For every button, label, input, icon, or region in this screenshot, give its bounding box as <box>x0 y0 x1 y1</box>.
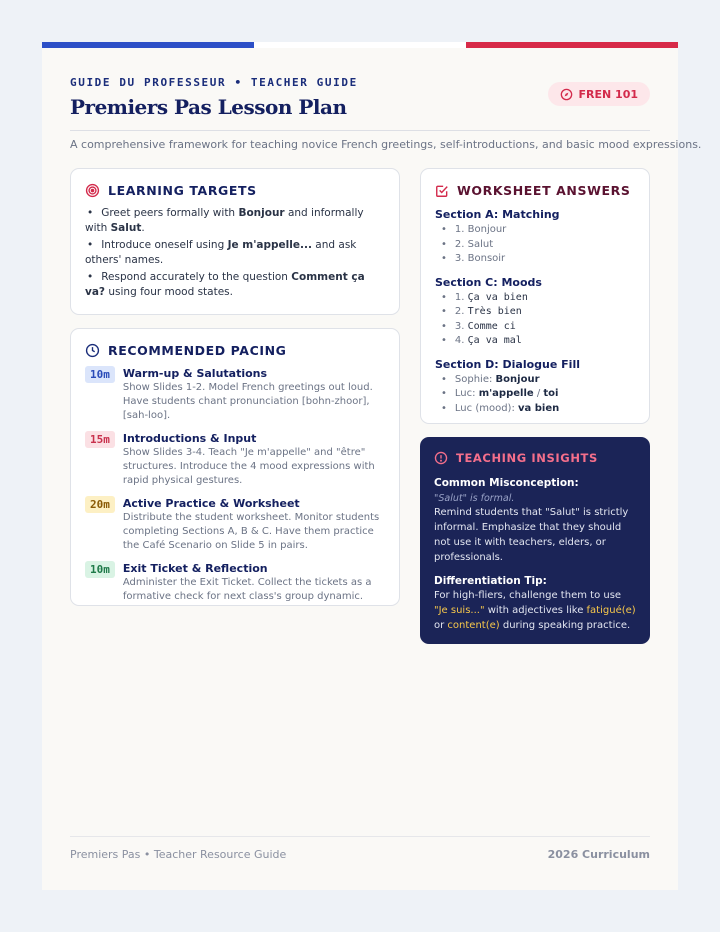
pacing-step <box>85 366 385 423</box>
answer-value: Bonjour <box>495 373 540 385</box>
dialogue-speaker: Sophie: <box>454 373 496 385</box>
tip-text: with adjectives like <box>484 605 587 616</box>
list-item <box>435 252 635 267</box>
list-item <box>435 238 635 253</box>
step-description: Administer the Exit Ticket. Collect the tickets as a formative check for next class's group dynamic. <box>122 577 372 602</box>
step-description: Show Slides 3-4. Teach "Je m'appelle" and "être" structures. Introduce the 4 mood expressions with rapid physical gestures. <box>122 447 375 486</box>
list-item <box>435 305 635 320</box>
targets-list <box>85 206 385 300</box>
step-description: Distribute the student worksheet. Monitor students completing Sections A, B & C. Have them practice the Café Scenario on Slide 5 in pairs. <box>122 512 380 551</box>
footer-divider <box>70 836 650 837</box>
list-item <box>85 238 385 268</box>
target-keyword: Salut <box>110 222 142 234</box>
answer-value: Très bien <box>467 306 522 317</box>
target-text: . <box>141 222 145 234</box>
tip-highlight: "Je suis..." <box>434 605 485 616</box>
target-text: using four mood states. <box>105 286 233 298</box>
answer-value: va bien <box>518 402 560 414</box>
flag-red-stripe <box>466 42 678 48</box>
step-description: Show Slides 1-2. Model French greetings out loud. Have students chant pronunciation [bohn-zhoor], [sah-loo]. <box>122 382 373 421</box>
list-item <box>435 402 635 417</box>
section-a-title: Section A: Matching <box>435 208 560 221</box>
flag-blue-stripe <box>42 42 254 48</box>
step-title: Introductions & Input <box>122 432 257 445</box>
section-d-list <box>435 373 635 417</box>
dialogue-speaker: Luc (mood): <box>454 402 518 414</box>
target-text: and ask others' names. <box>85 239 357 266</box>
pacing-step <box>85 561 385 604</box>
answer-value: Comme ci <box>467 320 516 332</box>
lesson-plan-page <box>42 42 702 890</box>
answer-separator: / <box>533 388 544 399</box>
answers-title: WORKSHEET ANSWERS <box>457 183 631 198</box>
duration-chip: 10m <box>85 561 115 578</box>
answer-value: toi <box>543 388 559 399</box>
answers-heading <box>435 183 635 198</box>
footer-right-text: 2026 Curriculum <box>547 848 650 861</box>
page-subtitle: A comprehensive framework for teaching novice French greetings, self-introductions, and basic mood expressions. <box>70 138 702 151</box>
target-icon <box>85 183 100 198</box>
recommended-pacing-card <box>70 328 400 606</box>
flag-white-stripe <box>254 42 466 48</box>
list-item <box>435 320 635 335</box>
target-keyword: Je m'appelle... <box>227 239 312 251</box>
pacing-step <box>85 496 385 553</box>
section-d-title: Section D: Dialogue Fill <box>435 357 580 371</box>
teaching-insights-card <box>420 437 650 644</box>
pacing-step <box>85 431 385 488</box>
tip-highlight: content(e) <box>447 620 500 631</box>
learning-targets-heading <box>85 183 385 198</box>
page-header <box>70 76 650 119</box>
target-text: Introduce oneself using <box>101 239 228 251</box>
target-text: and informally with <box>85 207 364 234</box>
misconception-text: Remind students that "Salut" is strictly informal. Emphasize that they should not use it with teachers, elders, or professionals. <box>434 507 629 563</box>
answer-value: 1. Bonjour <box>454 224 507 235</box>
tricolor-bar <box>42 42 678 48</box>
duration-chip: 10m <box>85 366 115 383</box>
target-keyword: Bonjour <box>238 207 285 219</box>
section-c-title: Section C: Moods <box>435 275 542 289</box>
list-item <box>435 387 635 402</box>
answer-value: m'appelle <box>478 388 534 399</box>
differentiation-heading: Differentiation Tip: <box>434 575 547 587</box>
tip-highlight: fatigué(e) <box>586 605 636 616</box>
misconception-heading: Common Misconception: <box>434 477 579 489</box>
answer-value: Ça va bien <box>467 291 528 303</box>
course-badge <box>548 82 651 106</box>
list-item <box>85 206 385 236</box>
insights-heading <box>434 451 636 465</box>
answer-value: Ça va mal <box>467 335 522 346</box>
learning-targets-title: LEARNING TARGETS <box>108 183 257 198</box>
duration-chip: 15m <box>85 431 115 448</box>
answer-number: 1. <box>454 291 465 303</box>
duration-chip: 20m <box>85 496 115 513</box>
answer-value: 3. Bonsoir <box>454 253 506 264</box>
alert-circle-icon <box>434 451 448 465</box>
answer-value: 2. Salut <box>454 238 494 250</box>
target-keyword: Comment ça va? <box>85 271 365 298</box>
dialogue-speaker: Luc: <box>454 388 479 399</box>
page-eyebrow: GUIDE DU PROFESSEUR • TEACHER GUIDE <box>70 76 358 89</box>
misconception-quote: "Salut" is formal. <box>434 493 515 504</box>
page-title: Premiers Pas Lesson Plan <box>70 95 347 119</box>
tip-text: during speaking practice. <box>499 620 631 631</box>
target-text: Greet peers formally with <box>101 207 239 219</box>
list-item <box>85 270 385 300</box>
footer-left-text: Premiers Pas • Teacher Resource Guide <box>70 848 287 861</box>
section-a-list <box>435 223 635 267</box>
step-title: Warm-up & Salutations <box>122 367 268 380</box>
answer-number: 2. <box>454 306 465 317</box>
checkbox-icon <box>435 184 449 198</box>
list-item <box>435 291 635 306</box>
differentiation-text <box>434 588 636 633</box>
header-divider <box>70 130 650 131</box>
insights-title: TEACHING INSIGHTS <box>456 451 598 465</box>
section-c-list <box>435 291 635 349</box>
course-code: FREN 101 <box>578 87 638 101</box>
tip-text: or <box>434 620 448 631</box>
learning-targets-card <box>70 168 400 315</box>
step-title: Active Practice & Worksheet <box>122 497 300 510</box>
clock-icon <box>85 343 100 358</box>
list-item <box>435 223 635 238</box>
answer-number: 4. <box>454 335 465 346</box>
worksheet-answers-card <box>420 168 650 424</box>
list-item <box>435 373 635 388</box>
target-text: Respond accurately to the question <box>101 271 292 283</box>
step-title: Exit Ticket & Reflection <box>122 562 268 575</box>
pacing-title: RECOMMENDED PACING <box>108 343 287 358</box>
list-item <box>435 334 635 349</box>
tip-text: For high-fliers, challenge them to use <box>434 590 622 601</box>
compass-icon <box>560 88 573 101</box>
pacing-heading <box>85 343 385 358</box>
answer-number: 3. <box>454 320 465 332</box>
